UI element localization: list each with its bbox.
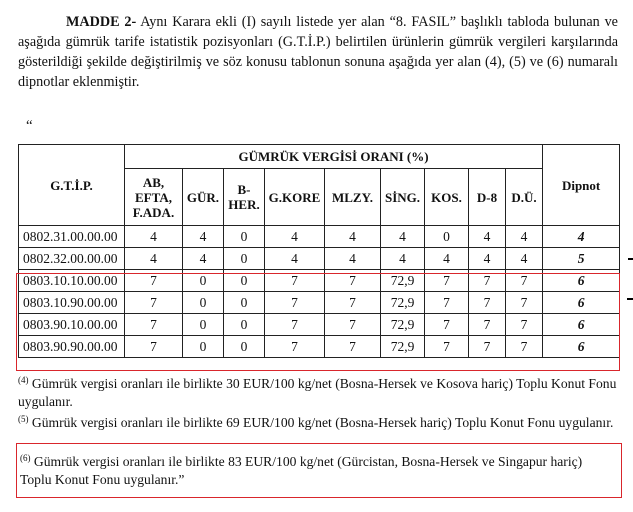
rate-cell: 4 [469,248,506,270]
rate-cell: 4 [469,226,506,248]
rate-cell: 7 [265,314,325,336]
rate-cell: 7 [325,336,381,358]
column-header: D.Ü. [506,169,543,226]
rate-cell: 7 [125,292,183,314]
gtip-code-cell: 0803.10.90.00.00 [19,292,125,314]
rate-cell: 7 [265,270,325,292]
footnote-cell: 4 [543,226,620,248]
tariff-table [18,144,620,358]
rate-cell: 0 [183,336,224,358]
column-header-ab: AB, EFTA, F.ADA. [125,169,183,226]
scan-edge-mark [627,298,633,300]
scan-edge-mark [628,258,633,260]
gtip-code-cell: 0803.10.10.00.00 [19,270,125,292]
rate-cell: 72,9 [381,270,425,292]
rate-cell: 7 [425,292,469,314]
column-header: KOS. [425,169,469,226]
footnotes [18,372,618,433]
rate-cell: 0 [224,314,265,336]
gtip-code-cell: 0803.90.90.00.00 [19,336,125,358]
rate-cell: 7 [425,336,469,358]
table-row [19,336,620,358]
gtip-code-cell: 0802.32.00.00.00 [19,248,125,270]
rate-cell: 7 [125,314,183,336]
rate-cell: 7 [325,270,381,292]
article-heading: MADDE 2- [66,14,137,30]
rate-cell: 4 [381,226,425,248]
rate-cell: 72,9 [381,292,425,314]
rate-cell: 0 [224,248,265,270]
rate-cell: 4 [506,248,543,270]
footnote-header: Dipnot [543,145,620,226]
footnote-cell: 6 [543,314,620,336]
rate-cell: 4 [265,226,325,248]
rate-cell: 4 [265,248,325,270]
rate-cell: 7 [469,314,506,336]
footnote-cell: 6 [543,336,620,358]
rate-cell: 7 [265,292,325,314]
footnote-5: $^{(5)}$ Gümrük vergisi oranları ile birlikte 69 EUR/100 kg/net (Bosna-Hersek hariç) Toplu Konut Fonu uygulanır. [18,414,614,430]
rate-cell: 7 [469,336,506,358]
table-row [19,248,620,270]
rate-cell: 0 [224,226,265,248]
rate-cell: 0 [183,270,224,292]
rate-cell: 4 [325,226,381,248]
rate-cell: 7 [325,314,381,336]
rate-cell: 4 [325,248,381,270]
column-header: MLZY. [325,169,381,226]
footnote-6: $^{(6)}$ Gümrük vergisi oranları ile birlikte 83 EUR/100 kg/net (Gürcistan, Bosna-Hersek ve Singapur hariç) Toplu Konut Fonu uygulanır.” [20,453,583,487]
rate-cell: 7 [469,270,506,292]
column-header: G.KORE [265,169,325,226]
rate-cell: 7 [506,336,543,358]
table-row [19,270,620,292]
rate-cell: 4 [183,226,224,248]
rate-cell: 0 [183,314,224,336]
gtip-code-cell: 0802.31.00.00.00 [19,226,125,248]
footnote-cell: 6 [543,292,620,314]
column-header: GÜR. [183,169,224,226]
rate-cell: 72,9 [381,314,425,336]
rate-cell: 7 [425,314,469,336]
column-header: SİNG. [381,169,425,226]
rate-cell: 7 [506,292,543,314]
gtip-code-cell: 0803.90.10.00.00 [19,314,125,336]
column-header-bher: B- HER. [224,169,265,226]
rate-cell: 0 [183,292,224,314]
rate-cell: 4 [506,226,543,248]
footnote-4: $^{(4)}$ Gümrük vergisi oranları ile birlikte 30 EUR/100 kg/net (Bosna-Hersek ve Kosova hariç) Toplu Konut Fonu uygulanır. [18,375,617,409]
rate-cell: 4 [183,248,224,270]
rate-cell: 7 [265,336,325,358]
table-body [19,226,620,358]
article-text: Aynı Karara ekli (I) sayılı listede yer alan “8. FASIL” başlıklı tabloda bulunan ve aşağıda gümrük tarife istatistik pozisyonları (G.T.İ.P.) belirtilen ürünlerin gümrük vergileri karşılarında gösterildiği şekilde değiştirilmiş ve söz konusu tablonun sonuna aşağıda yer alan (4), (5) ve (6) numaralı dipnotlar eklenmiştir. [18,14,618,90]
rate-cell: 7 [125,270,183,292]
rate-cell: 4 [125,248,183,270]
rate-cell: 7 [125,336,183,358]
footnote-cell: 6 [543,270,620,292]
table-row [19,226,620,248]
tax-rate-group-header: GÜMRÜK VERGİSİ ORANI (%) [125,145,543,169]
rate-cell: 7 [425,270,469,292]
rate-cell: 4 [125,226,183,248]
rate-cell: 0 [224,292,265,314]
article-paragraph [18,12,618,92]
column-header: D-8 [469,169,506,226]
rate-cell: 72,9 [381,336,425,358]
rate-cell: 7 [506,270,543,292]
rate-cell: 7 [469,292,506,314]
table-row [19,292,620,314]
rate-cell: 0 [224,270,265,292]
footnote-cell: 5 [543,248,620,270]
rate-cell: 4 [425,248,469,270]
gtip-header: G.T.İ.P. [19,145,125,226]
rate-cell: 0 [425,226,469,248]
rate-cell: 0 [224,336,265,358]
table-row [19,314,620,336]
rate-cell: 4 [381,248,425,270]
opening-quote-mark: “ [26,118,33,134]
rate-cell: 7 [325,292,381,314]
rate-cell: 7 [506,314,543,336]
